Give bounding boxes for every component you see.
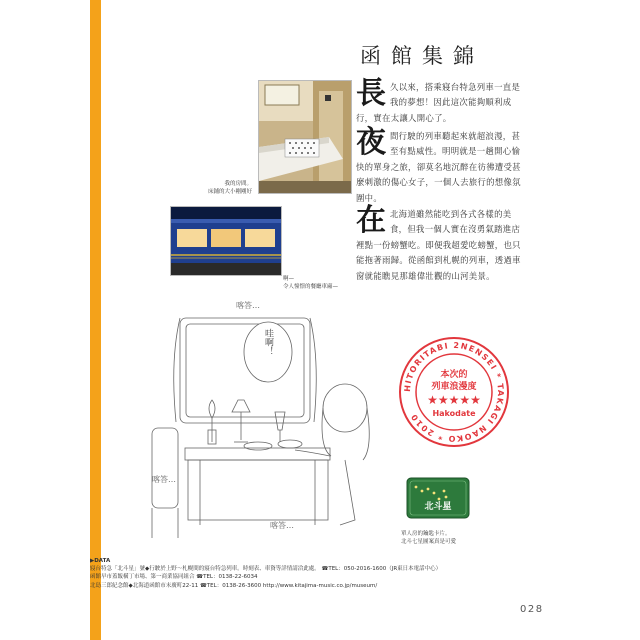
speech-bubble-text: 哇啊！ — [263, 328, 273, 356]
stamp-line-1: 本次的 — [440, 370, 468, 380]
room-photo-caption: 我的房間。 床鋪的大小剛剛好 — [208, 181, 253, 195]
paragraph-text: 北海道雖然能吃到各式各樣的美食，但我一個人實在沒勇氣踏進店裡點一份螃蟹吃。即便我超愛吃螃蟹，也只能拖著雨歸。從函館到札幌的列車，透過車窗就能瞧見那雄偉壯觀的山河美景。 — [356, 209, 521, 281]
page-spine-stripe — [90, 0, 101, 640]
data-info-block — [90, 557, 520, 590]
data-header: ▶DATA — [90, 558, 111, 564]
drop-cap: 長 — [356, 76, 386, 111]
drop-cap: 夜 — [356, 125, 386, 160]
stamp-ring-text: HITORITABI 2NENSEI * TAKAGI NAOKO * 2010 — [402, 340, 506, 444]
dining-car-caption: 啊— 令人憧憬的餐廳車廂— — [283, 276, 339, 290]
svg-text:HITORITABI 2NENSEI * TAKAGI NA — [403, 341, 505, 443]
data-line: 函館早市蓋飯橫丁市場、第一商業協同組合 ☎TEL：0138-22-6034 — [90, 574, 258, 581]
sound-effect-text: 喀答… — [270, 521, 294, 530]
paragraph-text: 久以來，搭乘寢台特急列車一直是我的夢想！因此這次能夠順利成行，實在太讓人開心了。 — [356, 82, 521, 123]
sleeper-room-photo — [258, 80, 352, 194]
train-window-illustration — [140, 300, 400, 545]
sound-effect-text: 喀答… — [236, 301, 260, 310]
key-card-caption: 單人房的鑰匙卡片。 北斗七星圖案真是可愛 — [401, 531, 457, 545]
key-card-photo — [406, 477, 470, 519]
key-card-label: 北斗星 — [424, 502, 452, 512]
dining-car-photo — [170, 206, 282, 276]
stamp-place: Hakodate — [432, 409, 476, 418]
paragraph-text: 間行駛的列車聽起來就超浪漫，甚至有點威性。明明就是一趟開心愉快的單身之旅，卻莫名地沉醉在彷彿遭受甚麼刺激的傷心女子，一個人去旅行的想像氛圍中。 — [356, 131, 521, 203]
data-line: 寢台特急「北斗星」號◆行駛於上野～札幌間的寢台特急列車。時刻表、車資等詳情請洽此處。 ☎TEL：050-2016-1600（JR東日本電話中心） — [90, 566, 442, 573]
sound-effect-text: 喀答… — [152, 475, 176, 484]
page-title: 函館集錦 — [360, 44, 484, 68]
stamp-stars: ★★★★★ — [427, 393, 481, 407]
data-line: 北島三郎紀念館◆北海道函館市末廣町22-11 ☎TEL：0138-26-3600 http://www.kitajima-music.co.jp/museum/ — [90, 582, 378, 589]
train-romance-stamp — [398, 336, 510, 448]
stamp-line-2: 列車浪漫度 — [431, 382, 477, 392]
paragraph-2 — [356, 125, 528, 206]
paragraph-3 — [356, 203, 528, 284]
page-number: 028 — [520, 604, 544, 615]
paragraph-1 — [356, 76, 528, 126]
drop-cap: 在 — [356, 203, 386, 238]
